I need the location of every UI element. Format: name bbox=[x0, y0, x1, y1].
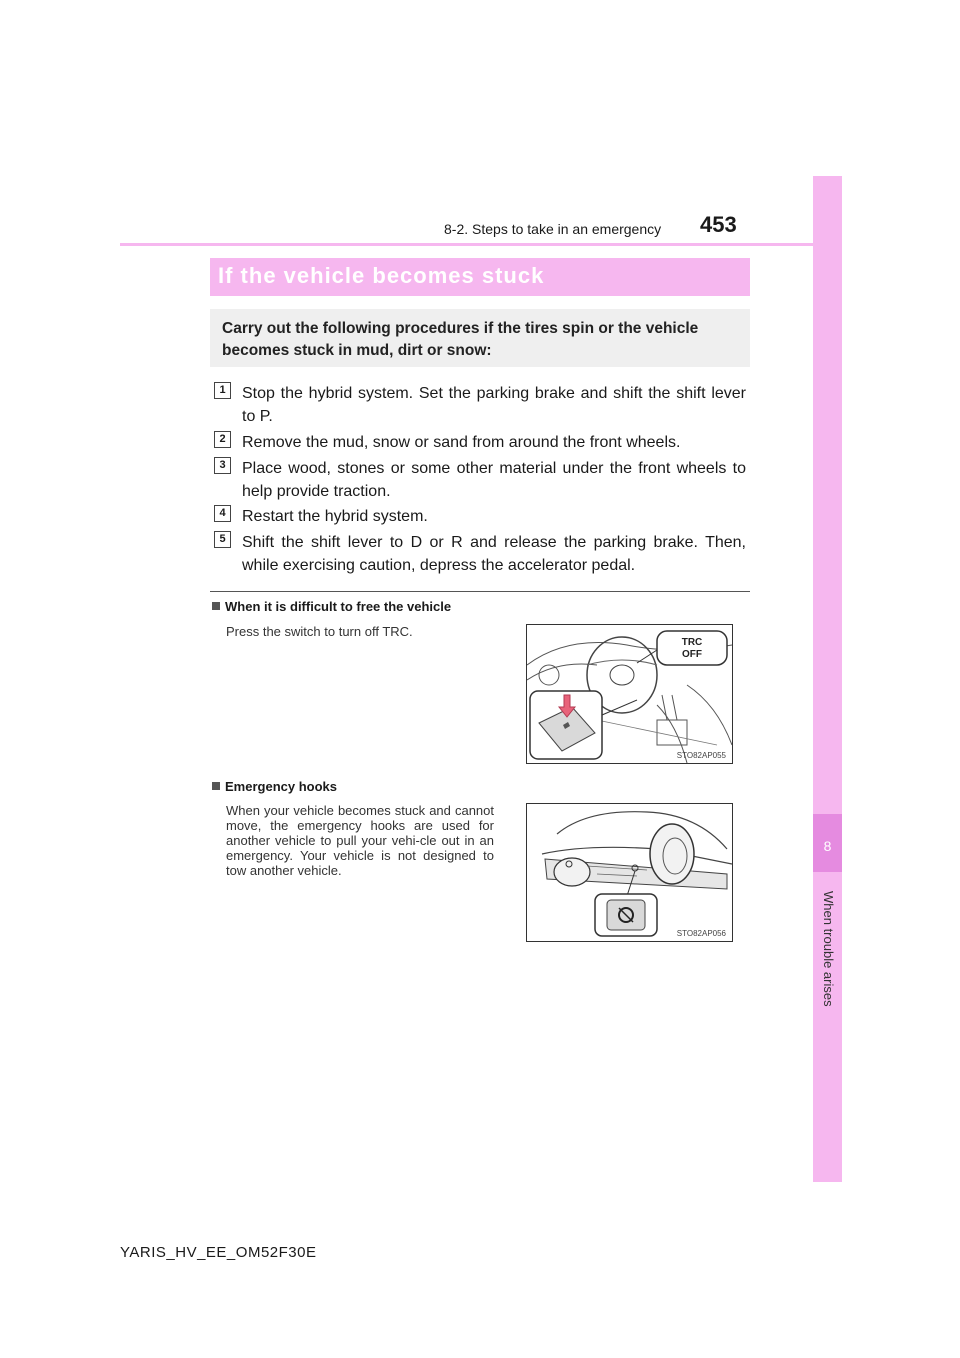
note-text-hooks: When your vehicle becomes stuck and cannot move, the emergency hooks are used for another vehicle to pull your vehi-cle out in an emergency. Your vehicle is not designed to tow another vehicle. bbox=[226, 803, 494, 878]
callout-trc-text: TRC bbox=[681, 637, 703, 648]
step-number-badge: 2 bbox=[214, 431, 231, 448]
footer-document-code: YARIS_HV_EE_OM52F30E bbox=[120, 1244, 317, 1261]
trc-switch-illustration bbox=[527, 625, 732, 763]
chapter-title: When trouble arises bbox=[821, 891, 836, 1007]
step-text: Stop the hybrid system. Set the parking brake and shift the shift lever to P. bbox=[242, 385, 746, 425]
callout-off-text: OFF bbox=[682, 649, 702, 660]
step-number-badge: 4 bbox=[214, 505, 231, 522]
bullet-square-icon bbox=[212, 602, 220, 610]
step-number-badge: 5 bbox=[214, 531, 231, 548]
chapter-side-tab bbox=[813, 176, 842, 1182]
step-text: Place wood, stones or some other material under the front wheels to help provide traction. bbox=[242, 460, 746, 500]
intro-text: Carry out the following procedures if the tires spin or the vehicle becomes stuck in mud, dirt or snow: bbox=[222, 320, 699, 359]
emergency-hooks-illustration bbox=[527, 804, 732, 941]
bullet-square-icon bbox=[212, 782, 220, 790]
section-title-band bbox=[210, 258, 750, 296]
figure-code: STO82AP056 bbox=[676, 929, 726, 938]
intro-box bbox=[210, 309, 750, 367]
section-divider bbox=[210, 591, 750, 592]
page-number: 453 bbox=[700, 212, 737, 237]
note-heading-hooks bbox=[212, 779, 337, 794]
figure-trc-switch bbox=[526, 624, 733, 764]
figure-emergency-hooks bbox=[526, 803, 733, 942]
running-header-section: 8-2. Steps to take in an emergency bbox=[444, 221, 662, 237]
figure-code: STO82AP055 bbox=[676, 751, 726, 760]
section-title: If the vehicle becomes stuck bbox=[218, 263, 545, 288]
chapter-number: 8 bbox=[823, 838, 832, 854]
note-heading-text: When it is difficult to free the vehicle bbox=[225, 599, 452, 614]
note-heading-trc bbox=[212, 599, 451, 614]
step-text: Shift the shift lever to D or R and release the parking brake. Then, while exercising caution, depress the accelerator pedal. bbox=[242, 534, 746, 574]
step-text: Restart the hybrid system. bbox=[242, 508, 428, 525]
chapter-number-box bbox=[813, 814, 842, 872]
note-heading-text: Emergency hooks bbox=[225, 779, 337, 794]
step-number-badge: 3 bbox=[214, 457, 231, 474]
header-rule bbox=[120, 243, 842, 246]
step-text: Remove the mud, snow or sand from around the front wheels. bbox=[242, 434, 681, 451]
step-number-badge: 1 bbox=[214, 382, 231, 399]
note-text-trc: Press the switch to turn off TRC. bbox=[226, 624, 413, 639]
